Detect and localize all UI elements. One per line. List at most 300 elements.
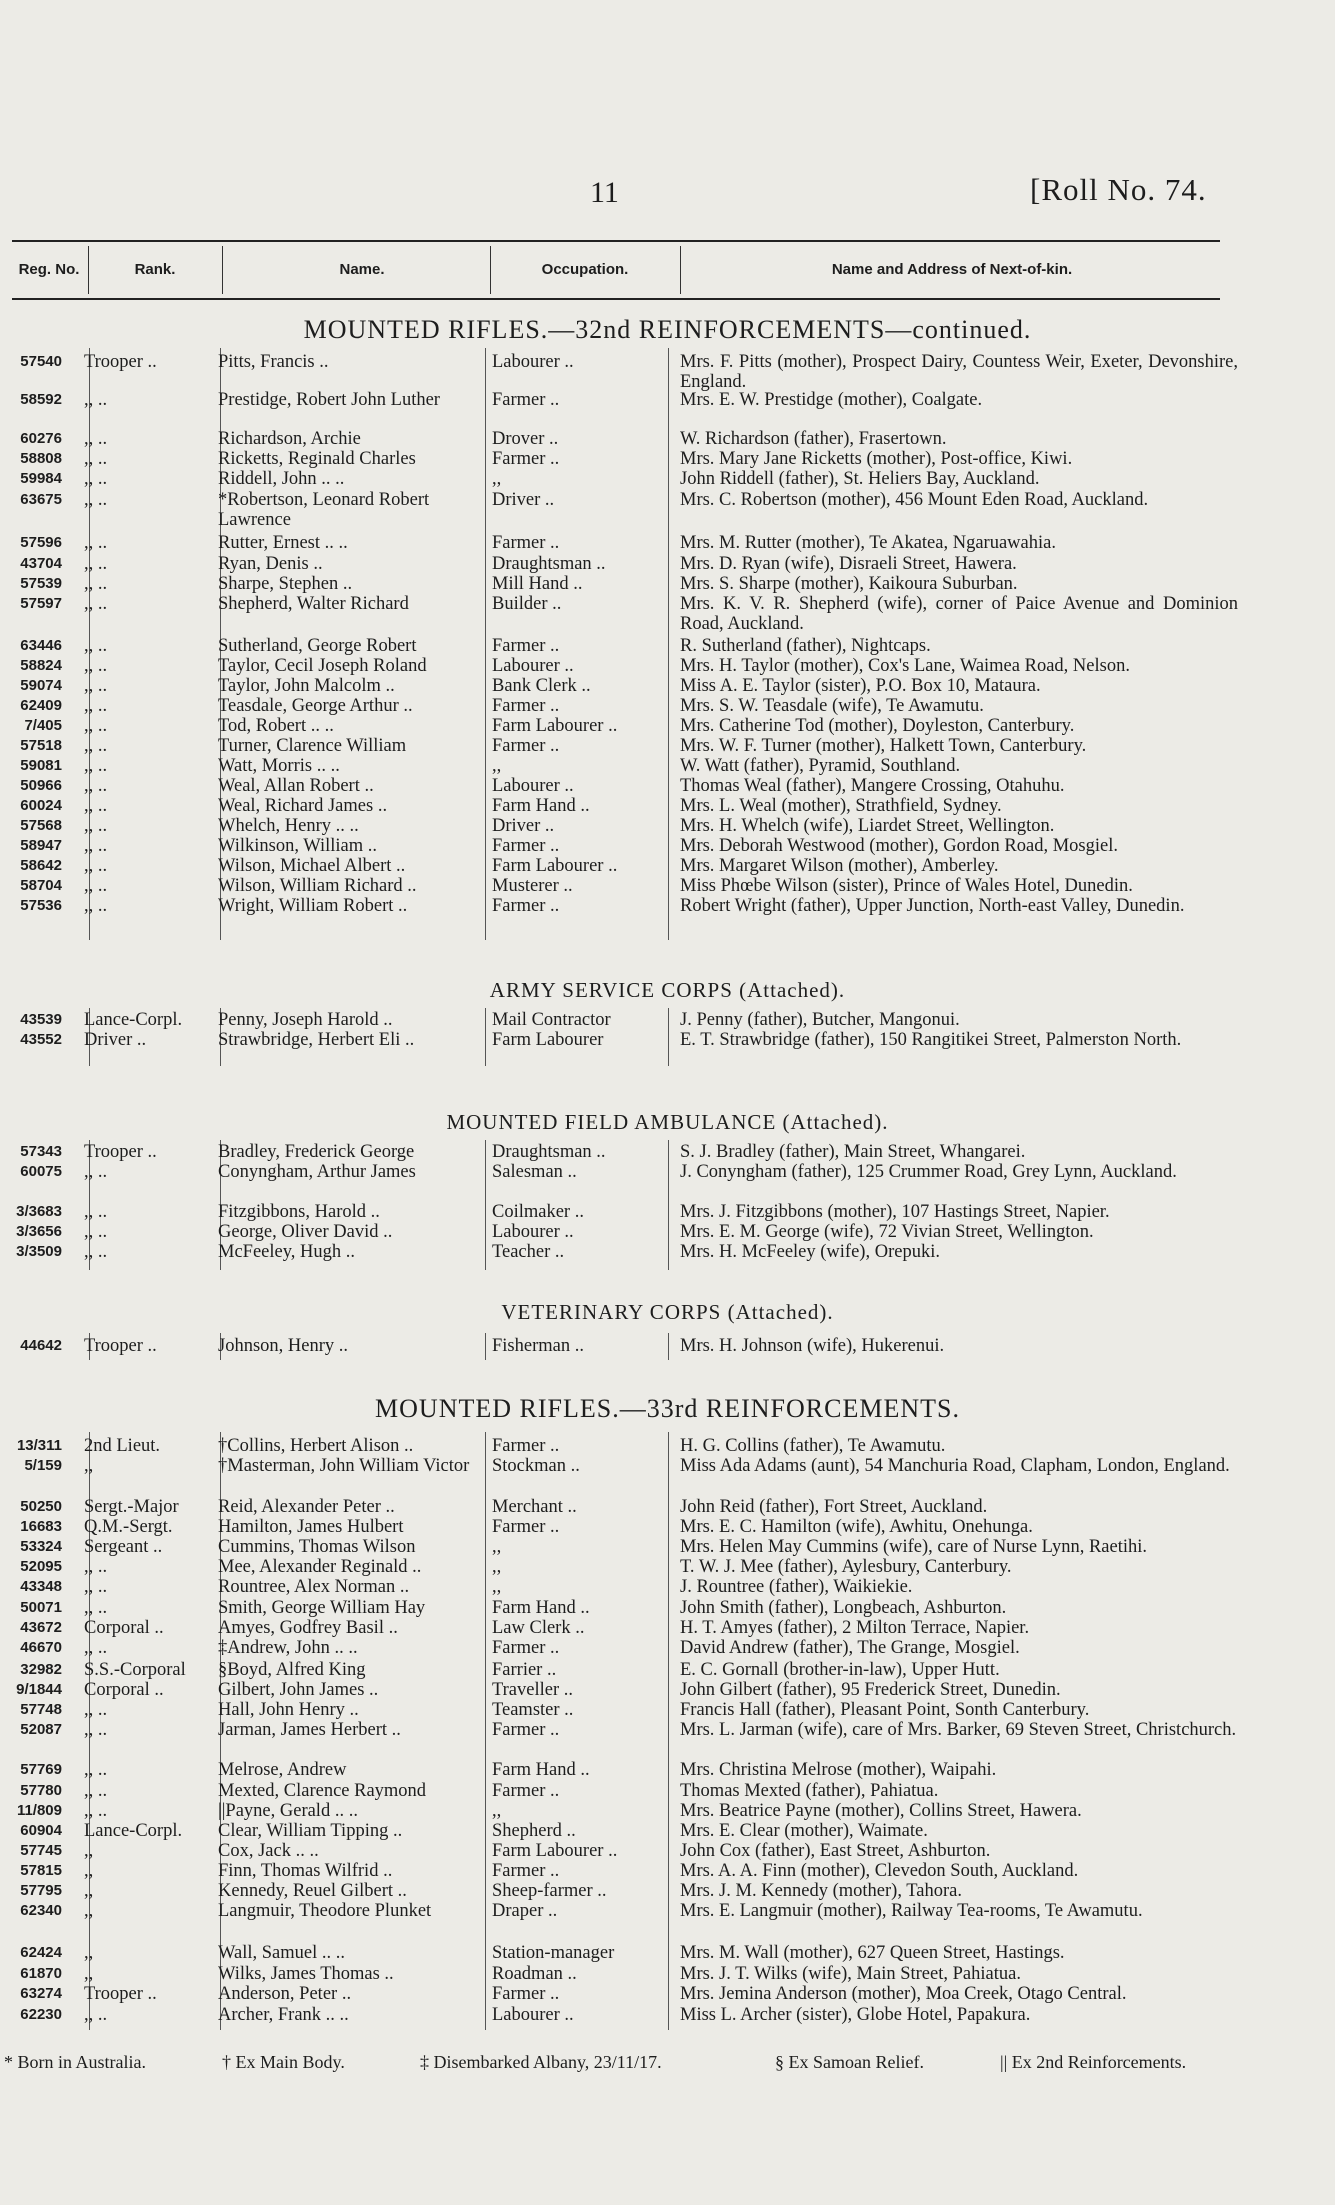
column-rule	[668, 1432, 669, 2030]
next-of-kin: J. Conyngham (father), 125 Crummer Road, Grey Lynn, Auckland.	[680, 1162, 1177, 1182]
reg-number: 63675	[20, 491, 62, 508]
next-of-kin: Mrs. H. McFeeley (wife), Orepuki.	[680, 1242, 940, 1262]
rank: Sergt.-Major	[84, 1497, 179, 1517]
reg-number: 58704	[20, 877, 62, 894]
soldier-name: Wilks, James Thomas ..	[218, 1964, 394, 1984]
occupation: Labourer ..	[492, 656, 574, 676]
soldier-name: Rountree, Alex Norman ..	[218, 1577, 410, 1597]
reg-number: 60904	[20, 1822, 62, 1839]
occupation: Teamster ..	[492, 1700, 574, 1720]
reg-number: 58592	[20, 391, 62, 408]
soldier-name: Richardson, Archie	[218, 429, 361, 449]
occupation: Labourer ..	[492, 2005, 574, 2025]
soldier-name: Cox, Jack .. ..	[218, 1841, 319, 1861]
occupation: ,,	[492, 756, 502, 776]
column-rule	[485, 1008, 486, 1066]
reg-number: 52087	[20, 1721, 62, 1738]
next-of-kin: Thomas Weal (father), Mangere Crossing, Otahuhu.	[680, 776, 1065, 796]
next-of-kin: Mrs. S. W. Teasdale (wife), Te Awamutu.	[680, 696, 984, 716]
next-of-kin: Mrs. Helen May Cummins (wife), care of Nurse Lynn, Raetihi.	[680, 1537, 1148, 1557]
next-of-kin: Mrs. W. F. Turner (mother), Halkett Town, Canterbury.	[680, 736, 1087, 756]
occupation: Sheep-farmer ..	[492, 1881, 607, 1901]
occupation: ,,	[492, 1557, 502, 1577]
reg-number: 50250	[20, 1498, 62, 1515]
rank: ,, ..	[84, 1638, 108, 1658]
soldier-name: Clear, William Tipping ..	[218, 1821, 403, 1841]
rank: ,, ..	[84, 656, 108, 676]
rank: ,, ..	[84, 716, 108, 736]
next-of-kin: W. Watt (father), Pyramid, Southland.	[680, 756, 961, 776]
occupation: Draughtsman ..	[492, 1142, 606, 1162]
occupation: Fisherman ..	[492, 1336, 584, 1356]
occupation: ,,	[492, 1537, 502, 1557]
next-of-kin: J. Rountree (father), Waikiekie.	[680, 1577, 913, 1597]
rank: ,, ..	[84, 696, 108, 716]
occupation: Driver ..	[492, 816, 555, 836]
section-title: MOUNTED FIELD AMBULANCE (Attached).	[446, 1110, 889, 1134]
occupation: ,,	[492, 1577, 502, 1597]
occupation: Mill Hand ..	[492, 574, 583, 594]
section-title: VETERINARY CORPS (Attached).	[501, 1300, 834, 1324]
reg-number: 58808	[20, 450, 62, 467]
occupation: Labourer ..	[492, 1222, 574, 1242]
reg-number: 57815	[20, 1862, 62, 1879]
next-of-kin: Mrs. S. Sharpe (mother), Kaikoura Suburban.	[680, 574, 1018, 594]
reg-number: 62424	[20, 1944, 62, 1961]
reg-number: 63446	[20, 637, 62, 654]
next-of-kin: Mrs. L. Jarman (wife), care of Mrs. Barker, 69 Steven Street, Christchurch.	[680, 1720, 1237, 1740]
reg-number: 63274	[20, 1985, 62, 2002]
reg-number: 59074	[20, 677, 62, 694]
occupation: Draughtsman ..	[492, 554, 606, 574]
soldier-name: Langmuir, Theodore Plunket	[218, 1901, 432, 1921]
soldier-name: Penny, Joseph Harold ..	[218, 1010, 393, 1030]
column-rule	[485, 1140, 486, 1270]
footnote-disembarked: ‡ Disembarked Albany, 23/11/17.	[420, 2052, 662, 2072]
soldier-name: ‡Andrew, John .. ..	[218, 1638, 358, 1658]
rank: ,, ..	[84, 1222, 108, 1242]
soldier-name: Weal, Richard James ..	[218, 796, 388, 816]
rank: Trooper ..	[84, 352, 157, 372]
reg-number: 50966	[20, 777, 62, 794]
rank: ,,	[84, 1881, 94, 1901]
rank: Lance-Corpl.	[84, 1821, 183, 1841]
rank: ,, ..	[84, 1557, 108, 1577]
soldier-name: Strawbridge, Herbert Eli ..	[218, 1030, 415, 1050]
next-of-kin: Mrs. E. Langmuir (mother), Railway Tea-rooms, Te Awamutu.	[680, 1901, 1143, 1921]
reg-number: 60024	[20, 797, 62, 814]
section-title: MOUNTED RIFLES.—33rd REINFORCEMENTS.	[375, 1394, 960, 1423]
reg-number: 53324	[20, 1538, 62, 1555]
soldier-name: †Collins, Herbert Alison ..	[218, 1436, 414, 1456]
col-occupation: Occupation.	[541, 261, 629, 278]
occupation: Roadman ..	[492, 1964, 577, 1984]
reg-number: 59081	[20, 757, 62, 774]
next-of-kin: H. T. Amyes (father), 2 Milton Terrace, Napier.	[680, 1618, 1030, 1638]
rank: ,, ..	[84, 2005, 108, 2025]
next-of-kin: Miss Ada Adams (aunt), 54 Manchuria Road, Clapham, London, England.	[680, 1456, 1230, 1476]
next-of-kin: Mrs. H. Johnson (wife), Hukerenui.	[680, 1336, 945, 1356]
occupation: Farm Labourer ..	[492, 716, 618, 736]
reg-number: 3/3656	[16, 1223, 62, 1240]
soldier-name: Ricketts, Reginald Charles	[218, 449, 416, 469]
footnote-samoan: § Ex Samoan Relief.	[775, 2052, 924, 2072]
rank: S.S.-Corporal	[84, 1660, 186, 1680]
rank: ,, ..	[84, 390, 108, 410]
soldier-name: Melrose, Andrew	[218, 1760, 347, 1780]
reg-number: 57795	[20, 1882, 62, 1899]
rank: ,, ..	[84, 1760, 108, 1780]
next-of-kin: John Reid (father), Fort Street, Auckland.	[680, 1497, 988, 1517]
reg-number: 57745	[20, 1842, 62, 1859]
next-of-kin: Mrs. Margaret Wilson (mother), Amberley.	[680, 856, 999, 876]
rank: ,, ..	[84, 1720, 108, 1740]
occupation: Traveller ..	[492, 1680, 574, 1700]
reg-number: 43539	[20, 1011, 62, 1028]
reg-number: 11/809	[16, 1802, 62, 1819]
rank: Trooper ..	[84, 1984, 157, 2004]
rank: Driver ..	[84, 1030, 147, 1050]
next-of-kin: Mrs. L. Weal (mother), Strathfield, Sydney.	[680, 796, 1002, 816]
reg-number: 57540	[20, 353, 62, 370]
rank: ,, ..	[84, 676, 108, 696]
next-of-kin: Miss Phœbe Wilson (sister), Prince of Wales Hotel, Dunedin.	[680, 876, 1133, 896]
soldier-name: Jarman, James Herbert ..	[218, 1720, 401, 1740]
rank: ,, ..	[84, 469, 108, 489]
occupation: Farmer ..	[492, 696, 560, 716]
occupation: Draper ..	[492, 1901, 558, 1921]
rank: ,, ..	[84, 533, 108, 553]
reg-number: 57597	[20, 595, 62, 612]
reg-number: 62409	[20, 697, 62, 714]
soldier-name: Sutherland, George Robert	[218, 636, 417, 656]
next-of-kin: Mrs. Catherine Tod (mother), Doyleston, Canterbury.	[680, 716, 1075, 736]
reg-number: 58824	[20, 657, 62, 674]
soldier-name: Archer, Frank .. ..	[218, 2005, 349, 2025]
next-of-kin: Mrs. D. Ryan (wife), Disraeli Street, Hawera.	[680, 554, 1017, 574]
soldier-name: Gilbert, John James ..	[218, 1680, 379, 1700]
occupation: Farm Labourer ..	[492, 856, 618, 876]
soldier-name: Taylor, John Malcolm ..	[218, 676, 395, 696]
rank: Q.M.-Sergt.	[84, 1517, 173, 1537]
next-of-kin: Mrs. H. Taylor (mother), Cox's Lane, Waimea Road, Nelson.	[680, 656, 1130, 676]
next-of-kin: Mrs. M. Rutter (mother), Te Akatea, Ngaruawahia.	[680, 533, 1056, 553]
rank: ,, ..	[84, 1801, 108, 1821]
soldier-name: Shepherd, Walter Richard	[218, 594, 409, 614]
next-of-kin: T. W. J. Mee (father), Aylesbury, Canterbury.	[680, 1557, 1012, 1577]
reg-number: 3/3509	[16, 1243, 62, 1260]
occupation: Farmer ..	[492, 1781, 560, 1801]
rank: ,,	[84, 1861, 94, 1881]
next-of-kin: Mrs. A. A. Finn (mother), Clevedon South, Auckland.	[680, 1861, 1079, 1881]
occupation: Driver ..	[492, 490, 555, 510]
col-rank: Rank.	[134, 261, 176, 278]
occupation: Farmer ..	[492, 390, 560, 410]
occupation: Merchant ..	[492, 1497, 577, 1517]
section-title: MOUNTED RIFLES.—32nd REINFORCEMENTS—continued.	[303, 315, 1032, 344]
rank: 2nd Lieut.	[84, 1436, 161, 1456]
soldier-name: Turner, Clarence William	[218, 736, 407, 756]
reg-number: 59984	[20, 470, 62, 487]
soldier-name: Smith, George William Hay	[218, 1598, 426, 1618]
occupation: Stockman ..	[492, 1456, 580, 1476]
soldier-name: Hamilton, James Hulbert	[218, 1517, 404, 1537]
soldier-name: Fitzgibbons, Harold ..	[218, 1202, 380, 1222]
rank: ,, ..	[84, 816, 108, 836]
footnote-second: || Ex 2nd Reinforcements.	[1000, 2052, 1187, 2072]
soldier-name: Wilson, Michael Albert ..	[218, 856, 406, 876]
next-of-kin: Mrs. Mary Jane Ricketts (mother), Post-office, Kiwi.	[680, 449, 1073, 469]
next-of-kin: Mrs. J. T. Wilks (wife), Main Street, Pahiatua.	[680, 1964, 1021, 1984]
reg-number: 62230	[20, 2006, 62, 2023]
reg-number: 60276	[20, 430, 62, 447]
soldier-name: Cummins, Thomas Wilson	[218, 1537, 416, 1557]
next-of-kin: Mrs. Deborah Westwood (mother), Gordon Road, Mosgiel.	[680, 836, 1118, 856]
next-of-kin: David Andrew (father), The Grange, Mosgiel.	[680, 1638, 1020, 1658]
next-of-kin: R. Sutherland (father), Nightcaps.	[680, 636, 931, 656]
occupation: Farmer ..	[492, 736, 560, 756]
col-name: Name.	[339, 261, 385, 278]
footnote-main-body: † Ex Main Body.	[222, 2052, 345, 2072]
occupation: Mail Contractor	[492, 1010, 611, 1030]
rank: ,, ..	[84, 1577, 108, 1597]
occupation: Farm Hand ..	[492, 1760, 590, 1780]
rank: ,,	[84, 1943, 94, 1963]
reg-number: 43348	[20, 1578, 62, 1595]
soldier-name: Pitts, Francis ..	[218, 352, 329, 372]
rank: ,, ..	[84, 1242, 108, 1262]
soldier-name: Wall, Samuel .. ..	[218, 1943, 345, 1963]
reg-number: 5/159	[24, 1457, 62, 1474]
column-rule	[485, 348, 486, 940]
reg-number: 16683	[20, 1518, 62, 1535]
col-reg: Reg. No.	[18, 261, 80, 278]
reg-number: 3/3683	[16, 1203, 62, 1220]
next-of-kin: E. C. Gornall (brother-in-law), Upper Hutt.	[680, 1660, 1000, 1680]
column-rule	[668, 1140, 669, 1270]
soldier-name: Amyes, Godfrey Basil ..	[218, 1618, 398, 1638]
soldier-name: Bradley, Frederick George	[218, 1142, 415, 1162]
col-nok: Name and Address of Next-of-kin.	[831, 261, 1073, 278]
soldier-name: George, Oliver David ..	[218, 1222, 393, 1242]
occupation: Builder ..	[492, 594, 562, 614]
occupation: Farmer ..	[492, 1638, 560, 1658]
next-of-kin: Mrs. Jemina Anderson (mother), Moa Creek, Otago Central.	[680, 1984, 1127, 2004]
rank: Corporal ..	[84, 1680, 164, 1700]
reg-number: 32982	[20, 1661, 62, 1678]
column-rule	[485, 1432, 486, 2030]
rank: ,, ..	[84, 449, 108, 469]
soldier-name: McFeeley, Hugh ..	[218, 1242, 356, 1262]
next-of-kin: Thomas Mexted (father), Pahiatua.	[680, 1781, 939, 1801]
reg-number: 52095	[20, 1558, 62, 1575]
next-of-kin: John Riddell (father), St. Heliers Bay, Auckland.	[680, 469, 1040, 489]
reg-number: 50071	[20, 1599, 62, 1616]
rank: ,, ..	[84, 756, 108, 776]
next-of-kin: W. Richardson (father), Frasertown.	[680, 429, 947, 449]
occupation: ,,	[492, 1801, 502, 1821]
soldier-name: Wilson, William Richard ..	[218, 876, 417, 896]
reg-number: 57539	[20, 575, 62, 592]
reg-number: 13/311	[16, 1437, 62, 1454]
section-title: ARMY SERVICE CORPS (Attached).	[489, 978, 846, 1002]
column-rule	[668, 348, 669, 940]
reg-number: 57748	[20, 1701, 62, 1718]
reg-number: 58642	[20, 857, 62, 874]
rank: Trooper ..	[84, 1142, 157, 1162]
reg-number: 57596	[20, 534, 62, 551]
next-of-kin: Mrs. E. C. Hamilton (wife), Awhitu, Onehunga.	[680, 1517, 1033, 1537]
occupation: Station-manager	[492, 1943, 615, 1963]
next-of-kin: John Smith (father), Longbeach, Ashburton.	[680, 1598, 1007, 1618]
rank: Sergeant ..	[84, 1537, 163, 1557]
rank: ,, ..	[84, 736, 108, 756]
next-of-kin: Mrs. E. M. George (wife), 72 Vivian Street, Wellington.	[680, 1222, 1094, 1242]
soldier-name: Whelch, Henry .. ..	[218, 816, 359, 836]
rank: ,, ..	[84, 1162, 108, 1182]
next-of-kin: Mrs. Beatrice Payne (mother), Collins Street, Hawera.	[680, 1801, 1082, 1821]
occupation: Bank Clerk ..	[492, 676, 591, 696]
rank: ,, ..	[84, 776, 108, 796]
soldier-name: Sharpe, Stephen ..	[218, 574, 353, 594]
occupation: Farmer ..	[492, 533, 560, 553]
next-of-kin: Mrs. E. Clear (mother), Waimate.	[680, 1821, 928, 1841]
column-header	[12, 240, 1220, 300]
next-of-kin: Mrs. H. Whelch (wife), Liardet Street, Wellington.	[680, 816, 1055, 836]
reg-number: 57780	[20, 1782, 62, 1799]
rank: ,, ..	[84, 490, 108, 510]
rank: ,, ..	[84, 856, 108, 876]
footnote-born: * Born in Australia.	[4, 2052, 146, 2072]
occupation: ,,	[492, 469, 502, 489]
rank: ,,	[84, 1841, 94, 1861]
reg-number: 62340	[20, 1902, 62, 1919]
soldier-name: Tod, Robert .. ..	[218, 716, 334, 736]
rank: ,, ..	[84, 636, 108, 656]
occupation: Law Clerk ..	[492, 1618, 585, 1638]
rank: ,, ..	[84, 1202, 108, 1222]
occupation: Farmer ..	[492, 836, 560, 856]
reg-number: 57568	[20, 817, 62, 834]
occupation: Shepherd ..	[492, 1821, 576, 1841]
reg-number: 60075	[20, 1163, 62, 1180]
occupation: Farmer ..	[492, 1720, 560, 1740]
column-rule	[668, 1333, 669, 1360]
soldier-name: Mee, Alexander Reginald ..	[218, 1557, 422, 1577]
occupation: Musterer ..	[492, 876, 573, 896]
next-of-kin: Francis Hall (father), Pleasant Point, Sonth Canterbury.	[680, 1700, 1090, 1720]
rank: ,, ..	[84, 876, 108, 896]
occupation: Farm Labourer	[492, 1030, 604, 1050]
soldier-name: Reid, Alexander Peter ..	[218, 1497, 395, 1517]
page-number: 11	[590, 176, 619, 209]
next-of-kin: Mrs. E. W. Prestidge (mother), Coalgate.	[680, 390, 983, 410]
reg-number: 58947	[20, 837, 62, 854]
reg-number: 57343	[20, 1143, 62, 1160]
next-of-kin: John Cox (father), East Street, Ashburton.	[680, 1841, 991, 1861]
reg-number: 57518	[20, 737, 62, 754]
next-of-kin: Mrs. J. M. Kennedy (mother), Tahora.	[680, 1881, 962, 1901]
occupation: Farm Hand ..	[492, 796, 590, 816]
occupation: Drover ..	[492, 429, 559, 449]
occupation: Farmer ..	[492, 1517, 560, 1537]
occupation: Labourer ..	[492, 352, 574, 372]
next-of-kin: Miss L. Archer (sister), Globe Hotel, Papakura.	[680, 2005, 1031, 2025]
column-rule	[668, 1008, 669, 1066]
soldier-name: †Masterman, John William Victor	[218, 1456, 470, 1476]
column-rule	[485, 1333, 486, 1360]
rank: Lance-Corpl.	[84, 1010, 183, 1030]
reg-number: 9/1844	[16, 1681, 62, 1698]
rank: ,, ..	[84, 1598, 108, 1618]
reg-number: 57769	[20, 1761, 62, 1778]
occupation: Teacher ..	[492, 1242, 565, 1262]
soldier-name: Ryan, Denis ..	[218, 554, 323, 574]
soldier-name: Teasdale, George Arthur ..	[218, 696, 413, 716]
rank: ,, ..	[84, 1700, 108, 1720]
soldier-name: Weal, Allan Robert ..	[218, 776, 374, 796]
soldier-name: Finn, Thomas Wilfrid ..	[218, 1861, 393, 1881]
rank: ,, ..	[84, 574, 108, 594]
soldier-name: Riddell, John .. ..	[218, 469, 345, 489]
reg-number: 43704	[20, 555, 62, 572]
rank: ,,	[84, 1456, 94, 1476]
rank: ,,	[84, 1901, 94, 1921]
next-of-kin: Mrs. K. V. R. Shepherd (wife), corner of Paice Avenue and Dominion Road, Auckland.	[680, 594, 1238, 634]
rank: ,, ..	[84, 554, 108, 574]
roll-number: [Roll No. 74.	[1030, 172, 1207, 207]
rank: ,, ..	[84, 836, 108, 856]
next-of-kin: E. T. Strawbridge (father), 150 Rangitikei Street, Palmerston North.	[680, 1030, 1182, 1050]
next-of-kin: J. Penny (father), Butcher, Mangonui.	[680, 1010, 960, 1030]
occupation: Farrier ..	[492, 1660, 557, 1680]
soldier-name: Watt, Morris .. ..	[218, 756, 340, 776]
next-of-kin: S. J. Bradley (father), Main Street, Whangarei.	[680, 1142, 1026, 1162]
occupation: Labourer ..	[492, 776, 574, 796]
soldier-name: Wilkinson, William ..	[218, 836, 378, 856]
occupation: Farmer ..	[492, 896, 560, 916]
occupation: Farmer ..	[492, 1984, 560, 2004]
rank: Corporal ..	[84, 1618, 164, 1638]
reg-number: 7/405	[24, 717, 62, 734]
occupation: Salesman ..	[492, 1162, 577, 1182]
rank: ,, ..	[84, 796, 108, 816]
rank: ,, ..	[84, 1781, 108, 1801]
reg-number: 57536	[20, 897, 62, 914]
soldier-name: §Boyd, Alfred King	[218, 1660, 366, 1680]
rank: ,, ..	[84, 429, 108, 449]
soldier-name: Johnson, Henry ..	[218, 1336, 349, 1356]
soldier-name: ||Payne, Gerald .. ..	[218, 1801, 358, 1821]
rank: Trooper ..	[84, 1336, 157, 1356]
soldier-name: Kennedy, Reuel Gilbert ..	[218, 1881, 407, 1901]
soldier-name: Prestidge, Robert John Luther	[218, 390, 440, 410]
soldier-name: Conyngham, Arthur James	[218, 1162, 416, 1182]
next-of-kin: Miss A. E. Taylor (sister), P.O. Box 10, Mataura.	[680, 676, 1041, 696]
soldier-name: Rutter, Ernest .. ..	[218, 533, 348, 553]
next-of-kin: Mrs. C. Robertson (mother), 456 Mount Eden Road, Auckland.	[680, 490, 1149, 510]
soldier-name: Mexted, Clarence Raymond	[218, 1781, 427, 1801]
rank: ,, ..	[84, 594, 108, 614]
next-of-kin: Robert Wright (father), Upper Junction, North-east Valley, Dunedin.	[680, 896, 1185, 916]
reg-number: 44642	[20, 1337, 62, 1354]
soldier-name: Taylor, Cecil Joseph Roland	[218, 656, 427, 676]
occupation: Farm Hand ..	[492, 1598, 590, 1618]
next-of-kin: H. G. Collins (father), Te Awamutu.	[680, 1436, 946, 1456]
occupation: Farmer ..	[492, 1436, 560, 1456]
rank: ,,	[84, 1964, 94, 1984]
occupation: Farmer ..	[492, 449, 560, 469]
